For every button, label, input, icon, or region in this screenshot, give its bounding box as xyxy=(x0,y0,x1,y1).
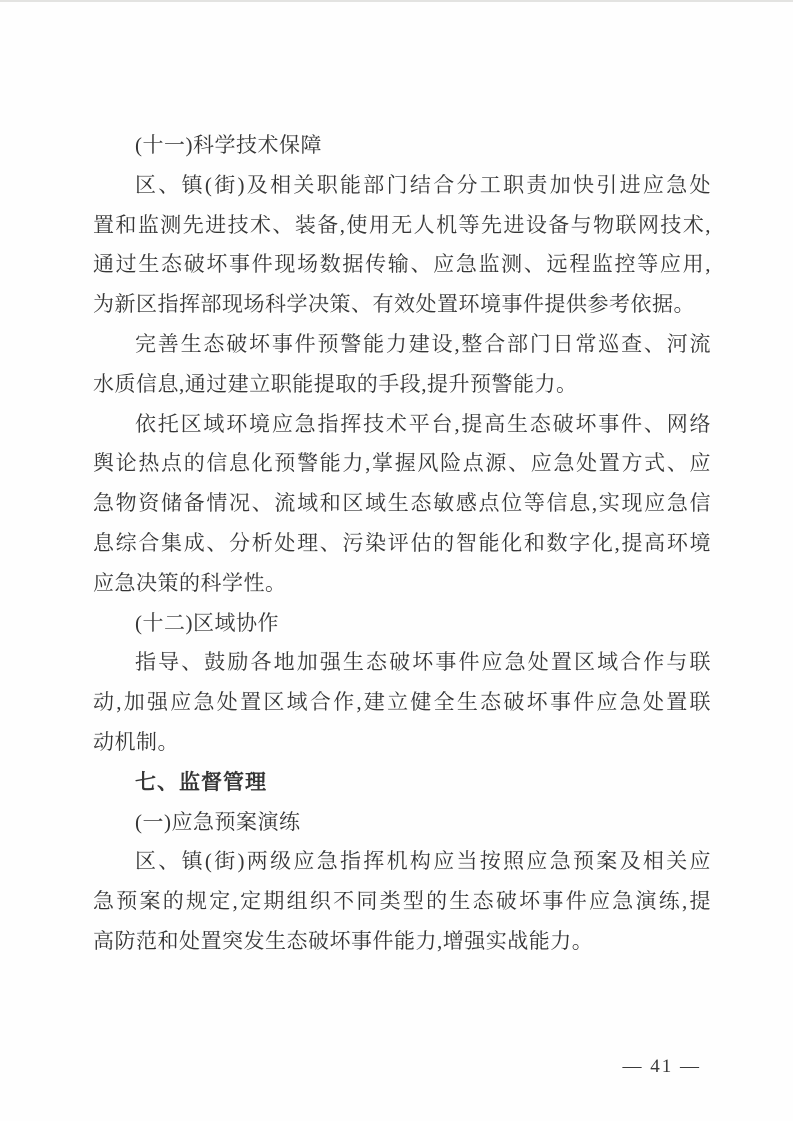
body-text-line: 置和监测先进技术、装备,使用无人机等先进设备与物联网技术, xyxy=(93,212,711,237)
body-text-line: 为新区指挥部现场科学决策、有效处置环境事件提供参考依据。 xyxy=(93,292,695,317)
body-text-line: 舆论热点的信息化预警能力,掌握风险点源、应急处置方式、应 xyxy=(93,451,711,476)
body-text-line: 完善生态破坏事件预警能力建设,整合部门日常巡查、河流 xyxy=(135,331,711,356)
body-text-line: 应急决策的科学性。 xyxy=(93,570,287,595)
body-text-line: 息综合集成、分析处理、污染评估的智能化和数字化,提高环境 xyxy=(93,530,711,555)
body-text-line: 动机制。 xyxy=(93,729,179,754)
body-text-line: 高防范和处置突发生态破坏事件能力,增强实战能力。 xyxy=(93,928,594,953)
sub-heading-line: (十二)区域协作 xyxy=(135,610,279,635)
body-text-line: 区、镇(街)及相关职能部门结合分工职责加快引进应急处 xyxy=(135,172,711,197)
sub-heading-line: (一)应急预案演练 xyxy=(135,809,301,834)
body-text-line: 区、镇(街)两级应急指挥机构应当按照应急预案及相关应 xyxy=(135,849,711,874)
body-text-line: 依托区域环境应急指挥技术平台,提高生态破坏事件、网络 xyxy=(135,411,711,436)
body-text-line: 急物资储备情况、流域和区域生态敏感点位等信息,实现应急信 xyxy=(93,491,711,516)
sub-heading-line: (十一)科学技术保障 xyxy=(135,133,322,157)
section-heading-line: 七、监督管理 xyxy=(135,770,267,794)
body-text-line: 通过生态破坏事件现场数据传输、应急监测、远程监控等应用, xyxy=(93,252,711,277)
body-text-line: 指导、鼓励各地加强生态破坏事件应急处置区域合作与联 xyxy=(135,650,711,675)
page-number: — 41 — xyxy=(622,1056,701,1077)
body-text-line: 动,加强应急处置区域合作,建立健全生态破坏事件应急处置联 xyxy=(93,690,711,715)
body-text-line: 水质信息,通过建立职能提取的手段,提升预警能力。 xyxy=(93,371,578,396)
document-body xyxy=(93,126,711,962)
body-text-line: 急预案的规定,定期组织不同类型的生态破坏事件应急演练,提 xyxy=(93,889,711,914)
